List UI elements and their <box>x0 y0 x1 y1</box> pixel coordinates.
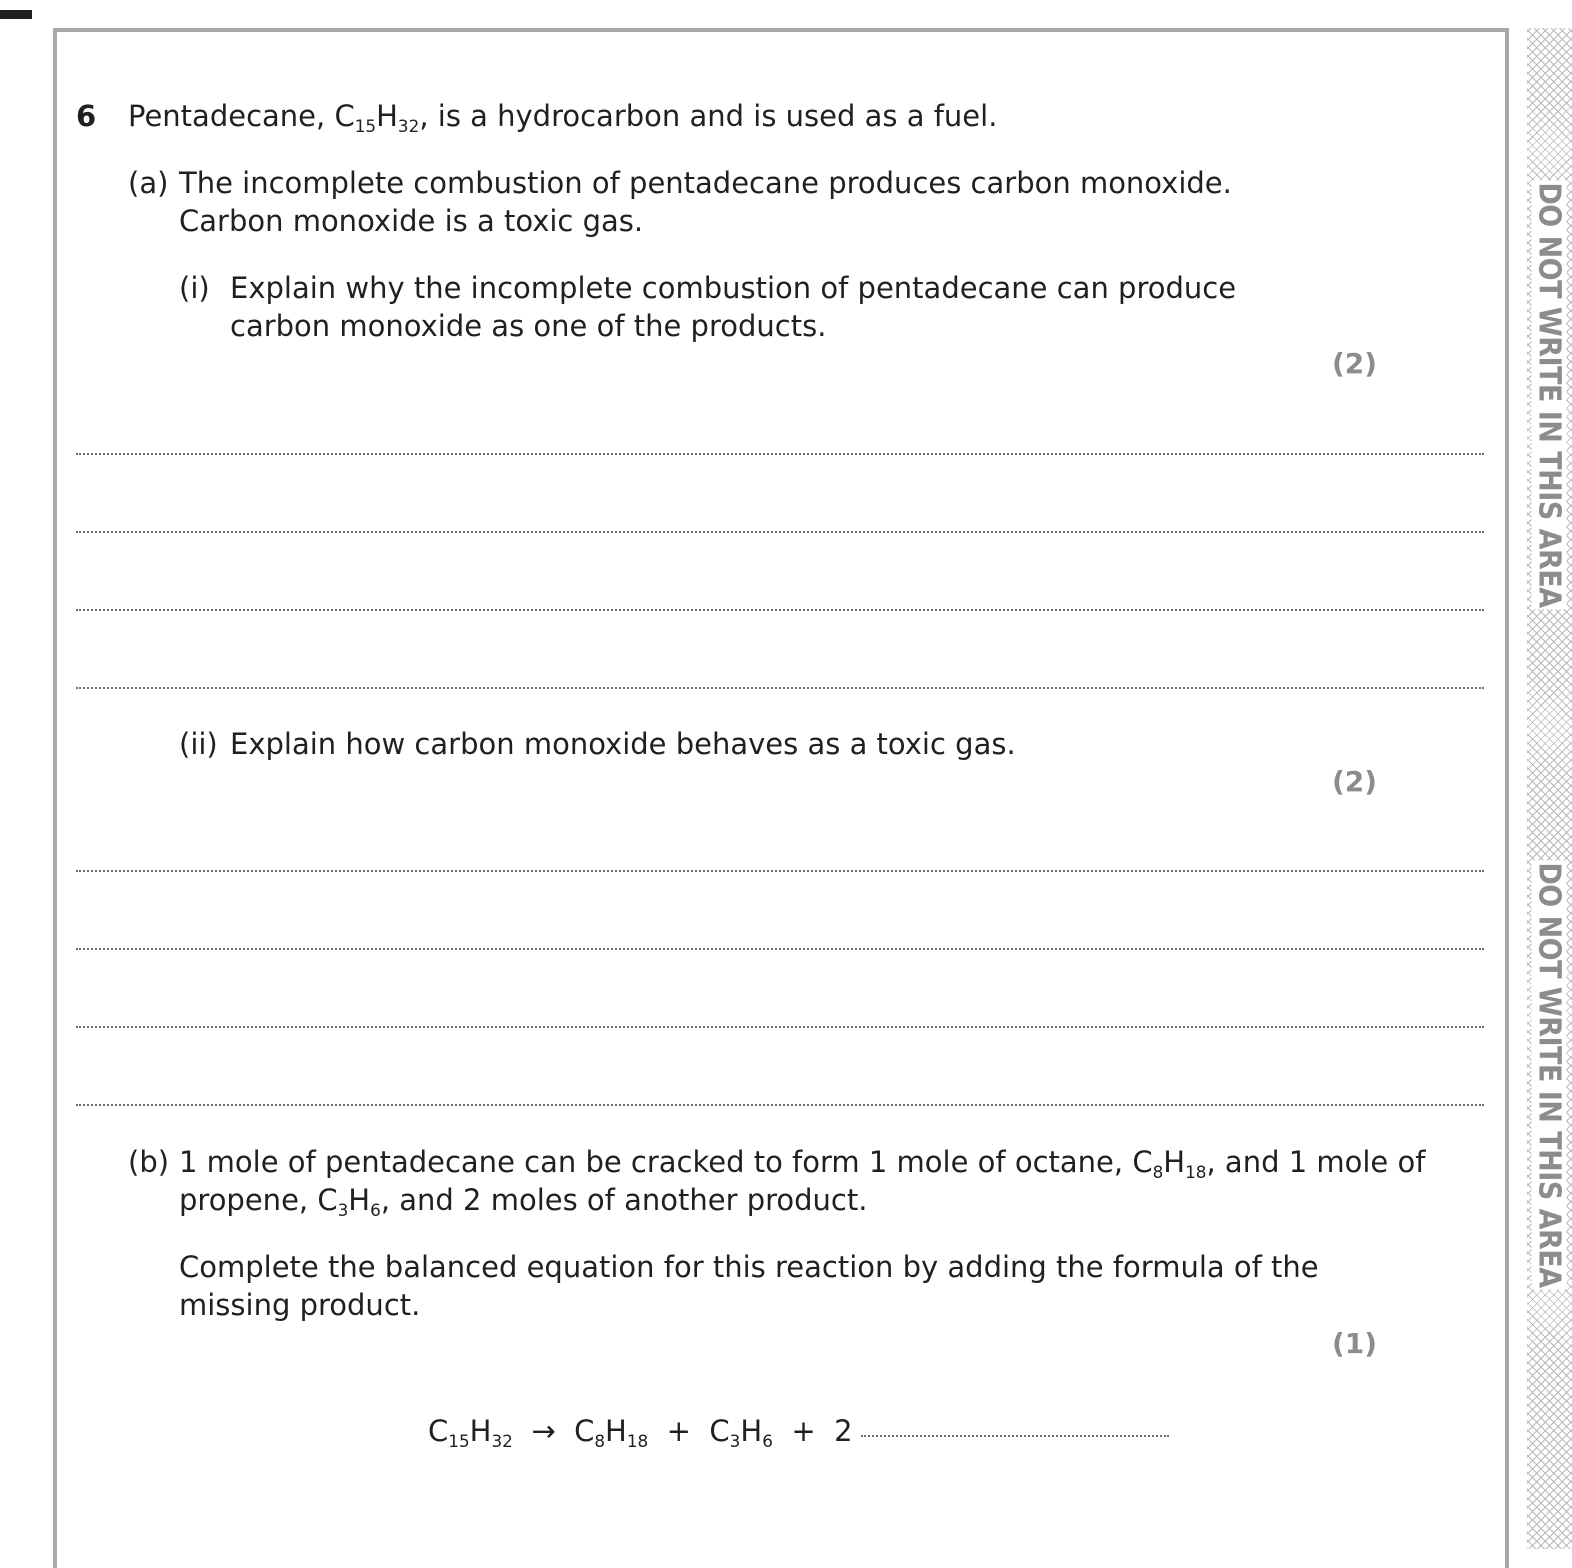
question-number: 6 <box>76 99 97 133</box>
question-intro: Pentadecane, $C_{15}H_{32}$, is a hydrocarbon and is used as a fuel. <box>128 99 998 136</box>
registration-mark <box>0 10 32 19</box>
sub-ii-label: (ii) <box>179 727 218 761</box>
part-b-instruction-line2: missing product. <box>179 1288 421 1322</box>
part-b-line1: 1 mole of pentadecane can be cracked to form 1 mole of octane, $C_8H_{18}$, and 1 mole of <box>179 1145 1426 1182</box>
missing-product-blank[interactable] <box>861 1435 1169 1437</box>
cracking-equation: $C_{15}H_{32} \to C_8H_{18} + C_3H_6 + 2$ <box>428 1412 1169 1450</box>
sub-ii-line1: Explain how carbon monoxide behaves as a toxic gas. <box>230 727 1016 761</box>
answer-line[interactable] <box>76 870 1484 872</box>
answer-line[interactable] <box>76 687 1484 689</box>
sub-i-line1: Explain why the incomplete combustion of pentadecane can produce <box>230 271 1237 305</box>
sub-i-line2: carbon monoxide as one of the products. <box>230 309 827 343</box>
answer-line[interactable] <box>76 453 1484 455</box>
reaction-arrow: → <box>531 1414 556 1448</box>
part-a-line2: Carbon monoxide is a toxic gas. <box>179 204 644 238</box>
answer-line[interactable] <box>76 948 1484 950</box>
page-frame <box>53 28 1509 1568</box>
sub-i-marks: (2) <box>1332 347 1378 380</box>
part-b-marks: (1) <box>1332 1327 1378 1360</box>
answer-line[interactable] <box>76 609 1484 611</box>
answer-line[interactable] <box>76 1104 1484 1106</box>
sub-ii-marks: (2) <box>1332 765 1378 798</box>
part-b-label: (b) <box>128 1145 170 1179</box>
sub-i-label: (i) <box>179 271 210 305</box>
part-a-label: (a) <box>128 166 169 200</box>
part-a-line1: The incomplete combustion of pentadecane produces carbon monoxide. <box>179 166 1232 200</box>
answer-line[interactable] <box>76 1026 1484 1028</box>
part-b-instruction-line1: Complete the balanced equation for this reaction by adding the formula of the <box>179 1250 1319 1284</box>
answer-line[interactable] <box>76 531 1484 533</box>
part-b-line2: propene, $C_3H_6$, and 2 moles of another product. <box>179 1183 868 1220</box>
